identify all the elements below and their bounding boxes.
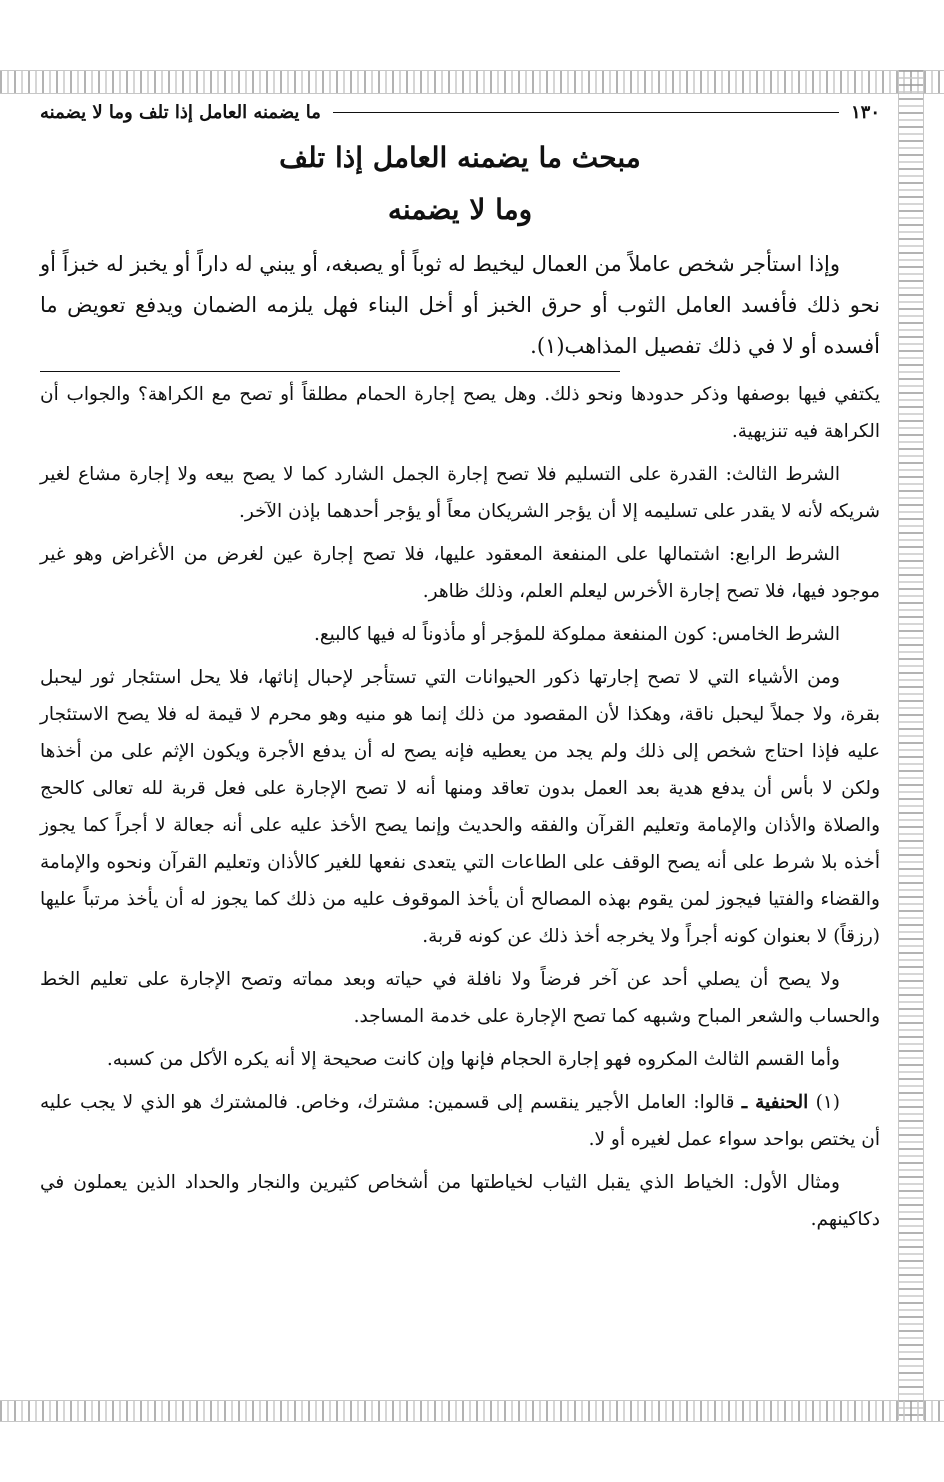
chapter-title: ما يضمنه العامل إذا تلف وما لا يضمنه (40, 101, 321, 123)
note-paragraph: وأما القسم الثالث المكروه فهو إجارة الحجام فإنها وإن كانت صحيحة إلا أنه يكره الأكل من كسبه. (106, 1049, 840, 1070)
footnote-school: الحنفية ـ (741, 1092, 809, 1113)
main-paragraph: وإذا استأجر شخص عاملاً من العمال ليخيط له ثوباً أو يصبغه، أو يبني له داراً أو يخبز له خبزاً أو نحو ذلك فأفسد العامل الثوب أو حرق الخبز أو أخل البناء فهل يلزمه الضمان ويدفع تعويض ما أفسده أو لا في ذلك تفصيل المذاهب(١). (40, 252, 880, 358)
decorative-border-right (898, 70, 924, 1420)
footnote-paragraph (40, 1084, 880, 1158)
note-paragraph: الشرط الخامس: كون المنفعة مملوكة للمؤجر أو مأذوناً له فيها كالبيع. (313, 624, 840, 645)
footnote-separator (40, 371, 880, 372)
book-page (40, 92, 880, 1392)
section-title-line-2: وما لا يضمنه (387, 193, 533, 226)
decorative-border-top (0, 70, 944, 94)
header-rule (333, 112, 839, 113)
decorative-border-bottom (0, 1400, 944, 1422)
page-number: ١٣٠ (850, 101, 880, 123)
note-paragraph: ولا يصح أن يصلي أحد عن آخر فرضاً ولا نافلة في حياته وبعد مماته وتصح الإجارة على تعليم الخط والحساب والشعر المباح وشبهه كما تصح الإجارة على خدمة المساجد. (40, 969, 880, 1027)
note-paragraph: الشرط الثالث: القدرة على التسليم فلا تصح إجارة الجمل الشارد كما لا يصح بيعه ولا إجارة مشاع لغير شريكه لأنه لا يقدر على تسليمه إلا أن يؤجر الشريكان معاً أو يؤجر أحدهما بإذن الآخر. (40, 464, 880, 522)
note-paragraph: الشرط الرابع: اشتمالها على المنفعة المعقود عليها، فلا تصح إجارة عين لغرض من الأغراض وهو غير موجود فيها، فلا تصح إجارة الأخرس ليعلم العلم، وذلك ظاهر. (40, 544, 880, 602)
running-head (40, 92, 880, 132)
section-title-line-1: مبحث ما يضمنه العامل إذا تلف (279, 141, 641, 174)
footnote-marker: (١) (815, 1092, 840, 1113)
footnote-text: قالوا: العامل الأجير ينقسم إلى قسمين: مشترك، وخاص. فالمشترك هو الذي لا يجب عليه أن يختص بواحد سواء عمل لغيره أو لا. (40, 1092, 880, 1150)
footnote-example: ومثال الأول: الخياط الذي يقبل الثياب لخياطتها من أشخاص كثيرين والنجار والحداد الذين يعملون في دكاكينهم. (40, 1172, 880, 1230)
note-paragraph: يكتفي فيها بوصفها وذكر حدودها ونحو ذلك. وهل يصح إجارة الحمام مطلقاً أو تصح مع الكراهة؟ والجواب أن الكراهة فيه تنزيهية. (40, 384, 880, 442)
note-paragraph: ومن الأشياء التي لا تصح إجارتها ذكور الحيوانات التي تستأجر لإحبال إناثها، فلا يحل استئجار ثور ليحبل بقرة، ولا جملاً ليحبل ناقة، وهكذا لأن المقصود من ذلك إنما هو منيه وهو محرم لا قيمة له فلا يصح الاستئجار عليه فإذا احتاج شخص إلى ذلك ولم يجد من يعطيه فإنه يصح له أن يدفع الأجرة ويكون الإثم على من أخذها ولكن لا بأس أن يدفع هدية بعد العمل بدون تعاقد ومنها أنه لا تصح الإجارة على فعل قربة لله تعالى كالحج والصلاة والأذان والإمامة وتعليم القرآن والفقه والحديث وإنما يصح الأخذ عليه على أنه جعالة لا أجراً كما يجوز أخذه بلا شرط على أنه يصح الوقف على الطاعات التي يتعدى نفعها للغير كالأذان وتعليم القرآن ونحوه والإمامة والقضاء والفتيا فيجوز لمن يقوم بهذه المصالح أن يأخذ الموقوف عليه من ذلك كما يجوز له أن يأخذ مرتباً عليها (رزقاً) لا بعنوان كونه أجراً ولا يخرجه أخذ ذلك عن كونه قربة. (40, 667, 880, 947)
